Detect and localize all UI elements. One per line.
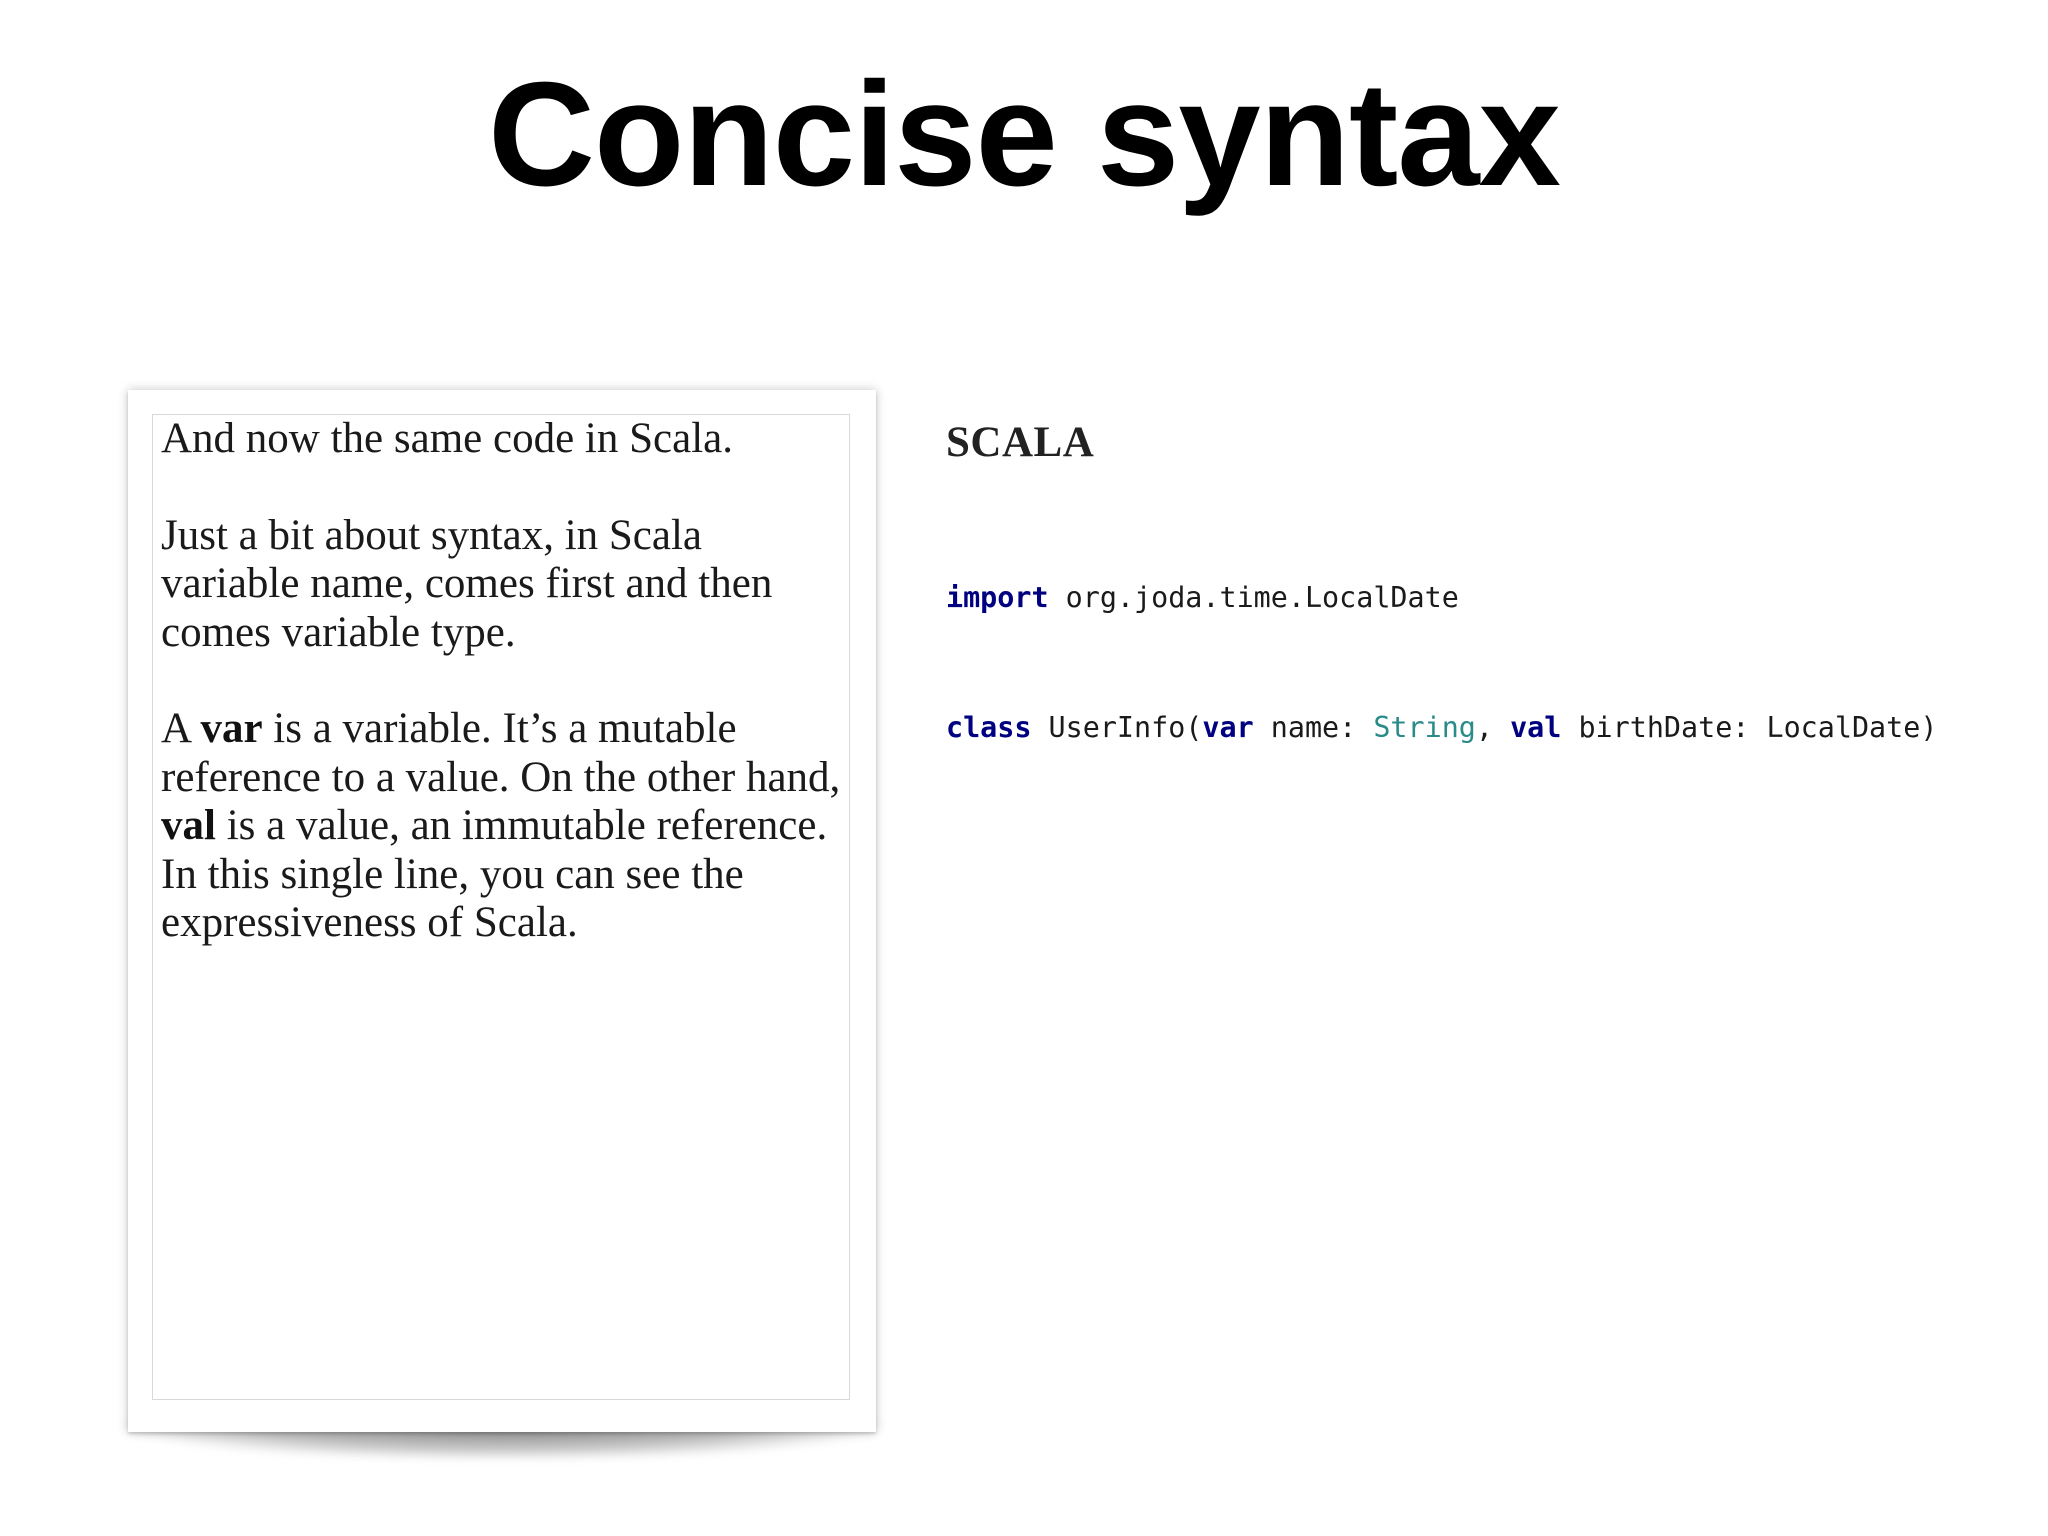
keyword-class: class bbox=[946, 711, 1032, 744]
code-text: , bbox=[1475, 711, 1511, 744]
keyword-var: var bbox=[1202, 711, 1254, 744]
notes-text-segment: is a value, an immutable reference. In this single line, you can see the expressiveness of Scala. bbox=[161, 802, 828, 946]
slide-title: Concise syntax bbox=[488, 52, 1560, 217]
keyword-import: import bbox=[946, 581, 1049, 614]
code-line-class bbox=[946, 708, 1937, 772]
code-text: org.joda.time.LocalDate bbox=[1048, 581, 1459, 614]
notes-paragraph-3 bbox=[161, 705, 851, 948]
type-string: String bbox=[1373, 711, 1476, 744]
val-keyword-bold: val bbox=[161, 802, 216, 849]
notes-text bbox=[161, 415, 851, 996]
notes-text-box[interactable] bbox=[152, 414, 850, 1400]
code-heading: SCALA bbox=[946, 419, 1095, 466]
notes-text-segment: A bbox=[161, 705, 201, 752]
keyword-val: val bbox=[1510, 711, 1562, 744]
code-block bbox=[946, 512, 1937, 805]
notes-paragraph-2: Just a bit about syntax, in Scala variable name, comes first and then comes variable type. bbox=[161, 511, 773, 656]
code-line-import bbox=[946, 578, 1937, 642]
notes-paragraph-1: And now the same code in Scala. bbox=[161, 415, 733, 462]
code-text: birthDate: LocalDate) bbox=[1561, 711, 1938, 744]
code-text: name: bbox=[1253, 711, 1374, 744]
presenter-notes-card bbox=[128, 390, 876, 1432]
notes-text-segment: is a variable. It’s a mutable reference to a value. On the other hand, bbox=[161, 705, 841, 801]
code-text: UserInfo( bbox=[1031, 711, 1203, 744]
var-keyword-bold: var bbox=[200, 705, 263, 752]
